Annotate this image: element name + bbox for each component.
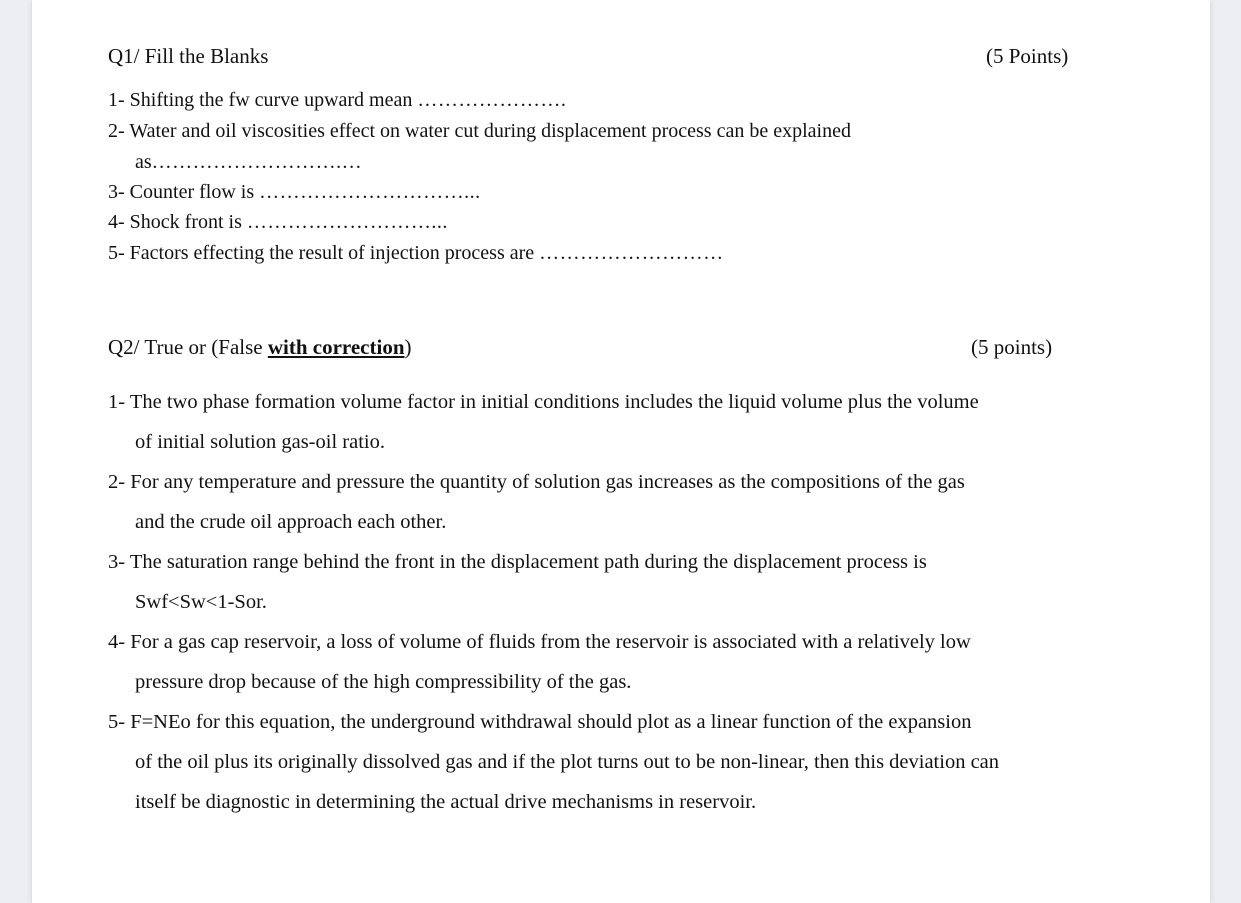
item-text: F=NEo for this equation, the underground withdrawal should plot as a linear function of the expansion: [130, 711, 972, 733]
q1-title: Q1/ Fill the Blanks: [108, 44, 269, 68]
blank-line: ………………………: [539, 242, 724, 264]
q1-item-1: [108, 88, 566, 112]
q1-item-3: [108, 180, 481, 204]
q2-item-2: [108, 470, 965, 494]
item-number: 4-: [108, 211, 125, 233]
q1-item-2: [108, 119, 851, 143]
item-text: as: [135, 151, 152, 173]
item-text: Shifting the fw curve upward mean: [129, 89, 413, 111]
q2-item-3: [108, 550, 927, 574]
item-number: 3-: [108, 181, 125, 203]
item-number: 1-: [108, 89, 125, 111]
q1-item-2-continuation: [135, 150, 362, 174]
q1-points: (5 Points): [986, 44, 1069, 68]
q2-title: [108, 335, 412, 359]
item-number: 3-: [108, 551, 126, 573]
item-number: 1-: [108, 391, 126, 413]
item-text: Counter flow is: [129, 181, 255, 203]
q2-title-emphasis: with correction: [267, 335, 405, 359]
q2-item-1: [108, 390, 979, 414]
q2-item-5: [108, 710, 971, 734]
document-page: [32, 0, 1210, 903]
item-number: 5-: [108, 242, 125, 264]
item-text: Shock front is: [129, 211, 242, 233]
q1-item-5: [108, 241, 724, 265]
q2-item-5-line-3: itself be diagnostic in determining the actual drive mechanisms in reservoir.: [135, 791, 757, 813]
blank-line: ………………………...: [246, 211, 448, 233]
item-text: Factors effecting the result of injection process are: [129, 242, 535, 264]
item-text: For a gas cap reservoir, a loss of volume of fluids from the reservoir is associated with a relatively low: [130, 631, 971, 653]
q2-points: (5 points): [971, 335, 1053, 359]
q2-item-3-line-2: Swf<Sw<1-Sor.: [135, 591, 267, 613]
item-number: 2-: [108, 120, 125, 142]
item-text: Water and oil viscosities effect on water cut during displacement process can be explained: [129, 120, 851, 142]
item-text: For any temperature and pressure the quantity of solution gas increases as the compositions of the gas: [130, 471, 965, 493]
item-text: The two phase formation volume factor in initial conditions includes the liquid volume plus the volume: [129, 391, 979, 413]
blank-line: ……………………….…: [151, 151, 363, 173]
item-number: 5-: [108, 711, 126, 733]
blank-line: …………………………...: [259, 181, 481, 203]
item-text: The saturation range behind the front in the displacement path during the displacement process is: [129, 551, 927, 573]
q2-title-suffix: ): [404, 335, 412, 359]
q2-item-1-line-2: of initial solution gas-oil ratio.: [135, 431, 385, 453]
blank-line: ………………….: [417, 89, 567, 111]
q2-item-5-line-2: of the oil plus its originally dissolved gas and if the plot turns out to be non-linear, then this deviation can: [135, 751, 1000, 773]
q2-item-2-line-2: and the crude oil approach each other.: [135, 511, 447, 533]
q2-item-4-line-2: pressure drop because of the high compressibility of the gas.: [135, 671, 632, 693]
item-number: 4-: [108, 631, 126, 653]
item-number: 2-: [108, 471, 126, 493]
q2-item-4: [108, 630, 971, 654]
q1-item-4: [108, 210, 448, 234]
q2-title-prefix: Q2/ True or (False: [108, 335, 268, 359]
